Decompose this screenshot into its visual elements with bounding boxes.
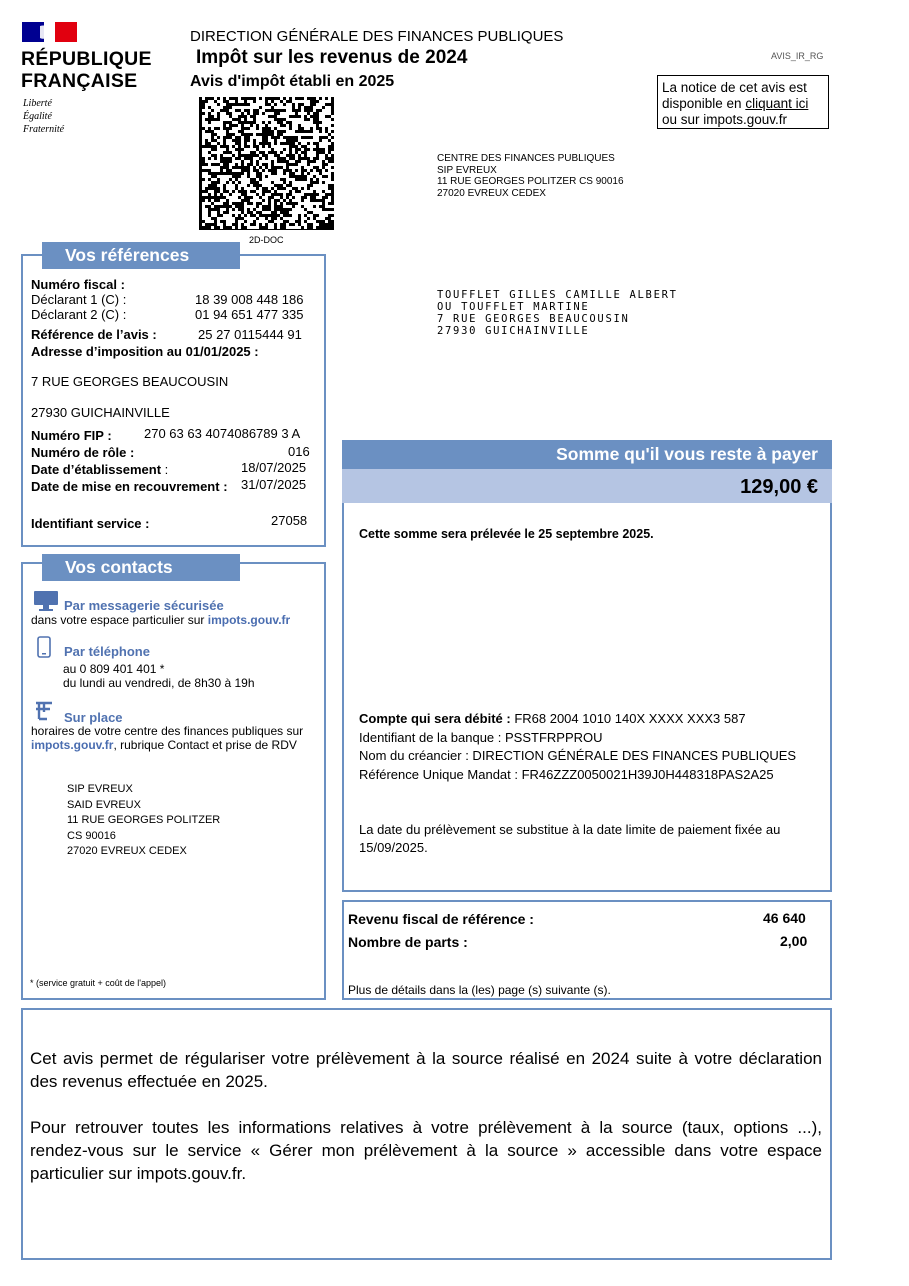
dgfip-heading: DIRECTION GÉNÉRALE DES FINANCES PUBLIQUES	[190, 28, 564, 45]
fip-label: Numéro FIP :	[31, 428, 112, 443]
payment-date-sentence: Cette somme sera prélevée le 25 septembre 2025.	[359, 527, 654, 541]
telephone-title: Par téléphone	[64, 644, 150, 659]
service-value: 27058	[271, 513, 308, 528]
declarant2-label: Déclarant 2 (C) :	[31, 307, 127, 322]
parts-value: 2,00	[780, 933, 808, 949]
republique-francaise-logo: RÉPUBLIQUE FRANÇAISE	[21, 48, 152, 92]
rfr-label: Revenu fiscal de référence :	[348, 911, 534, 927]
parts-label: Nombre de parts :	[348, 934, 468, 950]
role-label: Numéro de rôle :	[31, 445, 135, 460]
etab-value: 18/07/2025	[241, 460, 307, 475]
telephone-hours: du lundi au vendredi, de 8h30 à 19h	[63, 676, 255, 690]
etab-label: Date d’établissement	[31, 462, 162, 477]
debited-account: FR68 2004 1010 140X XXXX XXX3 587	[514, 711, 746, 726]
payment-amount: 129,00 €	[342, 469, 832, 503]
phone-icon	[37, 636, 51, 658]
contacts-panel	[21, 562, 326, 1000]
mandate-reference: Référence Unique Mandat : FR46ZZZ0050021H39J0H448318PAS2A25	[359, 767, 774, 782]
adresse-label: Adresse d’imposition au 01/01/2025 :	[31, 344, 259, 359]
french-flag-marianne-icon	[22, 22, 77, 42]
computer-icon	[33, 590, 59, 612]
payment-note-line2: 15/09/2025.	[359, 840, 428, 855]
info-paragraph-2: Pour retrouver toutes les informations relatives à votre prélèvement à la source (taux, options ...), rendez-vous sur le service « Gérer mon prélèvement à la source » accessible dans votre espace particulier sur impots.gouv.fr.	[30, 1118, 822, 1183]
notice-link[interactable]: cliquant ici	[745, 96, 809, 111]
document-code: AVIS_IR_RG	[771, 51, 824, 61]
contacts-tab: Vos contacts	[42, 554, 240, 581]
sur-place-text: horaires de votre centre des finances publiques sur	[31, 724, 304, 738]
adresse-line2: 27930 GUICHAINVILLE	[31, 405, 170, 420]
numero-fiscal-label: Numéro fiscal :	[31, 277, 125, 292]
messagerie-title: Par messagerie sécurisée	[64, 598, 224, 613]
page-title: Impôt sur les revenus de 2024	[196, 47, 468, 68]
payment-header: Somme qu'il vous reste à payer	[342, 440, 832, 469]
office-address: SIP EVREUX SAID EVREUX 11 RUE GEORGES POLITZER CS 90016 27020 EVREUX CEDEX	[67, 783, 221, 857]
notice-box: La notice de cet avis est disponible en cliquant ici ou sur impots.gouv.fr	[657, 75, 829, 129]
declarant1-value: 18 39 008 448 186	[195, 292, 304, 307]
declarant1-label: Déclarant 1 (C) :	[31, 292, 127, 307]
ref-avis-value: 25 27 0115444 91	[198, 327, 302, 342]
recouv-value: 31/07/2025	[241, 477, 307, 492]
adresse-line1: 7 RUE GEORGES BEAUCOUSIN	[31, 374, 229, 389]
recipient-address: TOUFFLET GILLES CAMILLE ALBERT OU TOUFFLET MARTINE 7 RUE GEORGES BEAUCOUSIN 27930 GUICHAINVILLE	[437, 289, 678, 337]
details-note: Plus de détails dans la (les) page (s) suivante (s).	[348, 983, 611, 997]
sur-place-link[interactable]: impots.gouv.fr	[31, 738, 114, 752]
messagerie-link[interactable]: impots.gouv.fr	[207, 613, 291, 627]
bank-identifier: Identifiant de la banque : PSSTFRPPROU	[359, 730, 603, 745]
public-finance-office-icon	[33, 700, 55, 722]
page-subtitle: Avis d'impôt établi en 2025	[190, 73, 395, 90]
sender-address: CENTRE DES FINANCES PUBLIQUES SIP EVREUX 11 RUE GEORGES POLITZER CS 90016 27020 EVREUX CEDEX	[437, 153, 624, 199]
telephone-number: au 0 809 401 401 *	[63, 662, 165, 676]
role-value: 016	[288, 444, 310, 459]
fip-value: 270 63 63 4074086789 3 A	[144, 426, 301, 441]
rfr-value: 46 640	[763, 910, 806, 926]
contacts-footnote: * (service gratuit + coût de l'appel)	[30, 978, 167, 988]
motto: Liberté Égalité Fraternité	[23, 98, 65, 135]
sur-place-title: Sur place	[64, 710, 123, 725]
declarant2-value: 01 94 651 477 335	[195, 307, 304, 322]
barcode-label: 2D-DOC	[249, 235, 284, 245]
ref-avis-label: Référence de l’avis :	[31, 327, 157, 342]
references-tab: Vos références	[42, 242, 240, 269]
creditor-name: Nom du créancier : DIRECTION GÉNÉRALE DES FINANCES PUBLIQUES	[359, 748, 797, 763]
recouv-label: Date de mise en recouvrement :	[31, 479, 228, 494]
2d-doc-barcode	[199, 97, 334, 230]
service-label: Identifiant service :	[31, 516, 150, 531]
info-paragraph-1: Cet avis permet de régulariser votre prélèvement à la source réalisé en 2024 suite à votre déclaration des revenus effectuée en 2025.	[30, 1049, 822, 1091]
payment-note-line1: La date du prélèvement se substitue à la date limite de paiement fixée au	[359, 822, 781, 837]
